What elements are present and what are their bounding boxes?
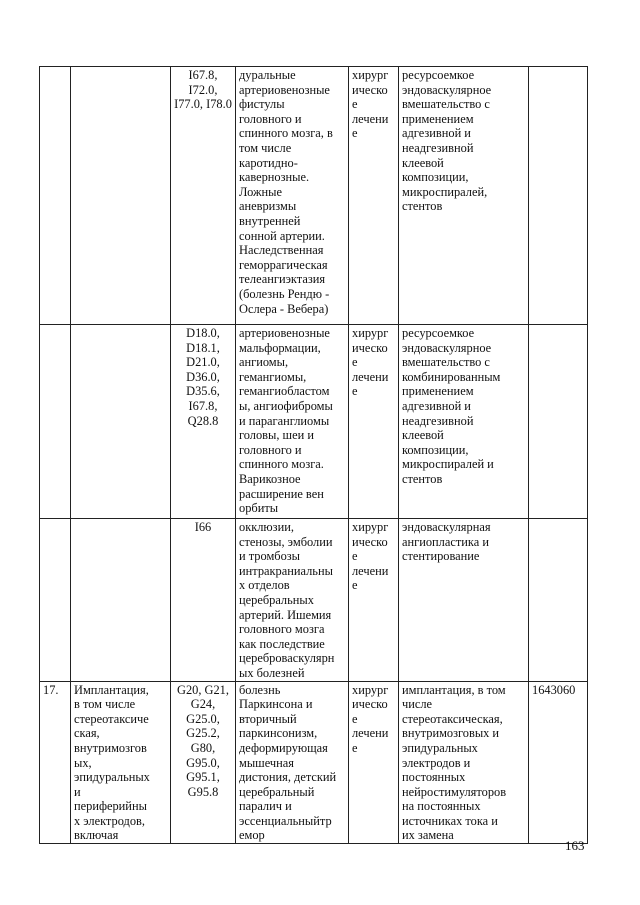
treatment-table: [39, 66, 588, 844]
cell-text-line: стентирование: [402, 549, 480, 564]
treatment-type-cell: [349, 681, 399, 844]
diagnosis-cell: [236, 519, 349, 682]
cell-text-line: вторичный: [239, 711, 297, 726]
cell-text-line: ангиомы,: [239, 355, 289, 370]
cell-text-line: D18.1,: [186, 340, 220, 355]
cell-text-line: G24,: [190, 697, 216, 712]
cell-text-line: постоянных: [402, 770, 466, 785]
cell-text-line: включая: [74, 828, 119, 843]
service-name-cell: [71, 325, 171, 519]
cell-text-line: комбинированным: [402, 369, 501, 384]
price-cell: [529, 519, 588, 682]
cell-text-line: ы, ангиофибромы: [239, 398, 333, 413]
cell-text-line: мальформации,: [239, 340, 321, 355]
cell-text-line: на постоянных: [402, 799, 481, 814]
cell-text-line: е: [352, 97, 358, 112]
cell-text-line: числе: [402, 697, 433, 712]
treatment-method-cell: [399, 519, 529, 682]
cell-text-line: как последствие: [239, 636, 325, 651]
cell-text-line: е: [352, 549, 358, 564]
cell-text-line: и параганглиомы: [239, 413, 330, 428]
cell-text-line: их замена: [402, 828, 454, 843]
cell-text-line: вмешательство с: [402, 355, 490, 370]
icd-codes-cell: [171, 67, 236, 325]
table-body: [40, 67, 588, 844]
row-number-cell: [40, 67, 71, 325]
cell-text-line: окклюзии,: [239, 520, 294, 534]
cell-text-line: расширение вен: [239, 486, 324, 501]
icd-codes-cell: [171, 519, 236, 682]
price-cell: [529, 67, 588, 325]
cell-text-line: церебральных: [239, 592, 314, 607]
cell-text-line: и тромбозы: [239, 549, 301, 564]
table-row: [40, 67, 588, 325]
cell-text-line: адгезивной и: [402, 398, 471, 413]
cell-text-line: периферийны: [74, 799, 147, 814]
cell-text-line: дистония, детский: [239, 770, 337, 785]
cell-text-line: хирург: [352, 326, 389, 340]
table-row: [40, 325, 588, 519]
cell-text-line: сонной артерии.: [239, 228, 325, 243]
cell-text-line: спинного мозга.: [239, 457, 324, 472]
treatment-type-cell: [349, 519, 399, 682]
cell-text-line: G25.0,: [186, 711, 220, 726]
cell-text-line: ых,: [74, 755, 92, 770]
cell-text-line: Наследственная: [239, 243, 324, 258]
cell-text-line: ическо: [352, 697, 388, 712]
service-name-cell: [71, 67, 171, 325]
cell-text-line: адгезивной и: [402, 126, 471, 141]
cell-text-line: клеевой: [402, 155, 444, 170]
cell-text-line: лечени: [352, 369, 389, 384]
cell-text-line: G95.1,: [186, 770, 220, 785]
diagnosis-cell: [236, 67, 349, 325]
cell-text-line: головного и: [239, 111, 302, 126]
cell-text-line: Ложные: [239, 184, 282, 199]
cell-text-line: стереотаксическая,: [402, 711, 503, 726]
price-cell: [529, 325, 588, 519]
cell-text-line: композиции,: [402, 170, 469, 185]
cell-text-line: хирург: [352, 520, 389, 534]
cell-text-line: е: [352, 578, 358, 593]
cell-text-line: G95.0,: [186, 755, 220, 770]
cell-text-line: вмешательство с: [402, 97, 490, 112]
cell-text-line: деформирующая: [239, 740, 328, 755]
table-row: [40, 681, 588, 844]
page-number: 163: [565, 838, 585, 853]
cell-text-line: хирург: [352, 68, 389, 82]
treatment-method-cell: [399, 325, 529, 519]
cell-text-line: имплантация, в том: [402, 682, 506, 697]
price-cell: 1643060: [529, 681, 588, 844]
cell-text-line: головы, шеи и: [239, 428, 314, 443]
cell-text-line: I77.0, I78.0: [174, 97, 232, 112]
cell-text-line: Паркинсона и: [239, 697, 313, 712]
cell-text-line: е: [352, 355, 358, 370]
cell-text-line: ресурсоемкое: [402, 326, 475, 340]
cell-text-line: внутримозговых и: [402, 726, 500, 741]
cell-text-line: каротидно-: [239, 155, 298, 170]
cell-text-line: микроспиралей и: [402, 457, 494, 472]
cell-text-line: эпидуральных: [74, 770, 150, 785]
cell-text-line: кавернозные.: [239, 170, 310, 185]
diagnosis-cell: [236, 325, 349, 519]
icd-codes-cell: [171, 681, 236, 844]
cell-text-line: цереброваскулярн: [239, 651, 335, 666]
cell-text-line: (болезнь Рендю -: [239, 286, 330, 301]
cell-text-line: стереотаксиче: [74, 711, 149, 726]
cell-text-line: дуральные: [239, 68, 296, 82]
cell-text-line: Имплантация,: [74, 682, 149, 697]
cell-text-line: и: [74, 784, 81, 799]
cell-text-line: геморрагическая: [239, 257, 328, 272]
cell-text-line: артериовенозные: [239, 326, 330, 340]
treatment-method-cell: [399, 681, 529, 844]
cell-text-line: эндоваскулярная: [402, 520, 491, 534]
cell-text-line: I67.8,: [188, 68, 218, 82]
cell-text-line: внутренней: [239, 213, 301, 228]
cell-text-line: внутримозгов: [74, 740, 147, 755]
cell-text-line: микроспиралей,: [402, 184, 488, 199]
cell-text-line: артериовенозные: [239, 82, 330, 97]
cell-text-line: I66: [194, 520, 212, 534]
cell-text-line: ическо: [352, 340, 388, 355]
cell-text-line: ресурсоемкое: [402, 68, 475, 82]
cell-text-line: х отделов: [239, 578, 290, 593]
service-name-cell: [71, 519, 171, 682]
cell-text-line: эндоваскулярное: [402, 340, 492, 355]
cell-text-line: церебральный: [239, 784, 315, 799]
cell-text-line: G20, G21,: [177, 682, 229, 697]
cell-text-line: G95.8: [187, 784, 219, 799]
cell-text-line: болезнь: [239, 682, 281, 697]
cell-text-line: Q28.8: [187, 413, 219, 428]
cell-text-line: эпидуральных: [402, 740, 478, 755]
cell-text-line: применением: [402, 111, 474, 126]
cell-text-line: Ослера - Вебера): [239, 301, 329, 316]
treatment-type-cell: [349, 325, 399, 519]
cell-text-line: стенозы, эмболии: [239, 534, 333, 549]
cell-text-line: мышечная: [239, 755, 294, 770]
treatment-method-cell: [399, 67, 529, 325]
cell-text-line: ангиопластика и: [402, 534, 489, 549]
cell-text-line: паркинсонизм,: [239, 726, 318, 741]
cell-text-line: композиции,: [402, 442, 469, 457]
service-name-cell: [71, 681, 171, 844]
cell-text-line: артерий. Ишемия: [239, 607, 332, 622]
row-number-cell: [40, 325, 71, 519]
cell-text-line: х электродов,: [74, 813, 145, 828]
icd-codes-cell: [171, 325, 236, 519]
cell-text-line: D21.0,: [186, 355, 220, 370]
cell-text-line: неадгезивной: [402, 413, 474, 428]
cell-text-line: спинного мозга, в: [239, 126, 333, 141]
cell-text-line: Варикозное: [239, 471, 301, 486]
treatment-type-cell: [349, 67, 399, 325]
cell-text-line: фистулы: [239, 97, 285, 112]
cell-text-line: аневризмы: [239, 199, 297, 214]
cell-text-line: источниках тока и: [402, 813, 498, 828]
cell-text-line: гемангиомы,: [239, 369, 307, 384]
cell-text-line: хирург: [352, 682, 389, 697]
cell-text-line: е: [352, 126, 358, 141]
cell-text-line: эссенциальныйтр: [239, 813, 332, 828]
cell-text-line: том числе: [239, 140, 292, 155]
cell-text-line: е: [352, 711, 358, 726]
cell-text-line: неадгезивной: [402, 140, 474, 155]
cell-text-line: стентов: [402, 199, 443, 214]
cell-text-line: I72.0,: [188, 82, 218, 97]
cell-text-line: D36.0,: [186, 369, 220, 384]
cell-text-line: головного и: [239, 442, 302, 457]
cell-text-line: лечени: [352, 563, 389, 578]
cell-text-line: применением: [402, 384, 474, 399]
cell-text-line: телеангиэктазия: [239, 272, 326, 287]
cell-text-line: в том числе: [74, 697, 136, 712]
cell-text-line: эндоваскулярное: [402, 82, 492, 97]
cell-text-line: интракраниальны: [239, 563, 333, 578]
cell-text-line: головного мозга: [239, 622, 325, 637]
row-number-cell: 17.: [40, 681, 71, 844]
cell-text-line: лечени: [352, 726, 389, 741]
cell-text-line: клеевой: [402, 428, 444, 443]
cell-text-line: ическо: [352, 534, 388, 549]
cell-text-line: G80,: [190, 740, 216, 755]
cell-text-line: электродов и: [402, 755, 471, 770]
row-number-cell: [40, 519, 71, 682]
cell-text-line: емор: [239, 828, 265, 843]
cell-text-line: ическо: [352, 82, 388, 97]
cell-text-line: D18.0,: [186, 326, 220, 340]
cell-text-line: е: [352, 384, 358, 399]
table-row: [40, 519, 588, 682]
cell-text-line: D35.6,: [186, 384, 220, 399]
cell-text-line: стентов: [402, 471, 443, 486]
diagnosis-cell: [236, 681, 349, 844]
cell-text-line: ых болезней: [239, 665, 305, 680]
cell-text-line: I67.8,: [188, 398, 218, 413]
cell-text-line: G25.2,: [186, 726, 220, 741]
cell-text-line: е: [352, 740, 358, 755]
cell-text-line: орбиты: [239, 501, 279, 516]
cell-text-line: ская,: [74, 726, 100, 741]
cell-text-line: гемангиобластом: [239, 384, 330, 399]
cell-text-line: паралич и: [239, 799, 292, 814]
cell-text-line: лечени: [352, 111, 389, 126]
cell-text-line: нейростимуляторов: [402, 784, 507, 799]
